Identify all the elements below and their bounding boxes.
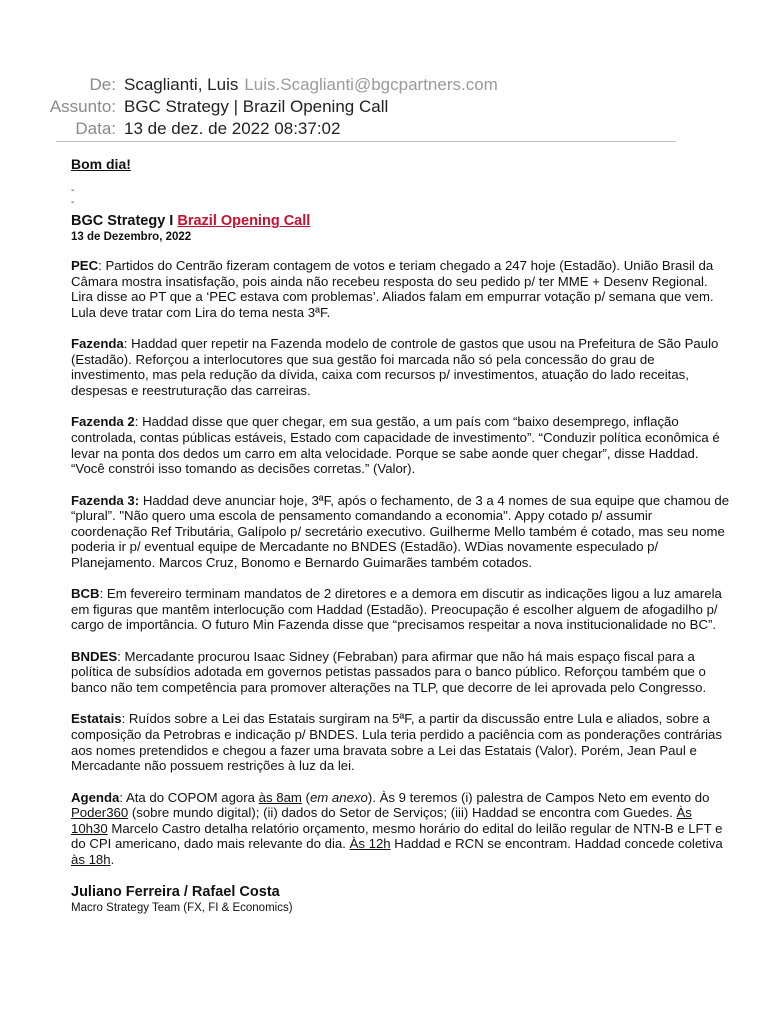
poder360-link[interactable]: Poder360 [71, 805, 129, 821]
fazenda-paragraph [71, 336, 731, 398]
from-email[interactable]: Luis.Scaglianti@bgcpartners.com [244, 75, 498, 94]
estatais-label: Estatais [71, 711, 122, 727]
attachment-note: em anexo [309, 789, 368, 805]
from-row [0, 74, 768, 96]
team-name: Macro Strategy Team (FX, FI & Economics) [71, 902, 293, 915]
agenda-text: ( [301, 789, 310, 805]
email-header [0, 74, 768, 140]
fazenda2-text: : Haddad disse que quer chegar, em sua gestão, a um país com “baixo desemprego, inflação controlada, contas públicas estáveis, Estado com capacidade de investimento”. “Conduzir política econômica é levar na ponta dos dedos um carro em alta velocidade. Porque se sabe aonde quer chegar”, disse Haddad. “Você constrói isso tomando as decisões corretas.” (Valor). [71, 414, 720, 477]
time-link-18h[interactable]: às 18h [71, 851, 111, 867]
time-link-8am[interactable]: às 8am [258, 789, 302, 805]
agenda-text: Haddad e RCN se encontram. Haddad concede coletiva [390, 836, 723, 852]
agenda-paragraph [71, 790, 731, 868]
bcb-text: : Em fevereiro terminam mandatos de 2 diretores e a demora em discutir as indicações ligou a luz amarela em figuras que mantêm interlocução com Haddad (Estadão). Preocupação é escolher alguem de afogadilho p/ cargo de importância. O futuro Min Fazenda disse que “precisamos respeitar a nova institucionalidade no BC”. [71, 586, 722, 633]
time-link-12h[interactable]: Às 12h [349, 836, 391, 852]
estatais-paragraph [71, 711, 731, 773]
from-name: Scaglianti, Luis [124, 75, 239, 94]
title-link[interactable]: Brazil Opening Call [177, 213, 311, 229]
time-link-10h30[interactable]: Às 10h30 [71, 805, 692, 836]
agenda-text: Marcelo Castro detalha relatório orçamento, mesmo horário do edital do leilão regular de NTN-B e LFT e do CPI americano, dado mais relevante do dia. [71, 820, 723, 852]
subject-row [0, 96, 768, 118]
fazenda3-label: Fazenda 3: [71, 492, 140, 508]
header-divider [56, 141, 676, 142]
bcb-label: BCB [71, 586, 100, 602]
agenda-text: . [110, 851, 115, 867]
report-date: 13 de Dezembro, 2022 [71, 231, 192, 243]
from-label: De: [89, 75, 116, 94]
title-prefix: BGC Strategy I [71, 213, 178, 229]
bcb-paragraph [71, 586, 731, 633]
pec-label: PEC [71, 258, 99, 273]
pec-text: : Partidos do Centrão fizeram contagem de votos e teriam chegado a 247 hoje (Estadão). União Brasil da Câmara mostra insatisfação, pois ainda não recebeu resposta do seu pedido p/ ter MME + Desenv Regional. Lira disse ao PT que a ‘PEC estava com problemas’. Aliados falam em empurrar votação p/ semana que vem. Lula deve tratar com Lira do tema nesta 3ªF. [71, 258, 714, 320]
bndes-label: BNDES [71, 648, 118, 664]
bndes-paragraph [71, 649, 731, 696]
fazenda-text: : Haddad quer repetir na Fazenda modelo de controle de gastos que usou na Prefeitura de São Paulo (Estadão). Reforçou a interlocutores que sua gestão foi marcada não só pela concessão do grau de investimento, mas pela redução da dívida, caixa com recursos p/ investimentos, atuação do lado receitas, despesas e reestruturação das carreiras. [71, 336, 719, 398]
agenda-text: ). Às 9 teremos (i) palestra de Campos Neto em evento do [367, 789, 710, 805]
pec-paragraph [71, 258, 731, 320]
date-value: 13 de dez. de 2022 08:37:02 [124, 119, 341, 138]
fazenda2-label: Fazenda 2 [71, 414, 135, 430]
report-title [71, 212, 731, 230]
agenda-label: Agenda [71, 789, 120, 805]
date-label: Data: [75, 119, 116, 138]
dash-line-1: - [71, 185, 75, 196]
fazenda3-paragraph [71, 493, 731, 571]
fazenda-label: Fazenda [71, 336, 124, 352]
dash-line-2: - [71, 197, 75, 208]
subject-value: BGC Strategy | Brazil Opening Call [124, 97, 389, 116]
greeting: Bom dia! [71, 156, 131, 172]
fazenda3-text: Haddad deve anunciar hoje, 3ªF, após o fechamento, de 3 a 4 nomes de sua equipe que chamou de “plural”. "Não quero uma escola de pensamento comandando a economia". Appy cotado p/ assumir coordenação Ref Tributária, Galípolo p/ secretário executivo. Guilherme Mello também é cotado, mas seu nome poderia ir p/ eventual equipe de Mercadante no BNDES (Estadão). WDias novamente especulado p/ Planejamento. Marcos Cruz, Bonomo e Bernardo Guimarães também cotados. [71, 492, 730, 570]
email-body [71, 155, 731, 915]
agenda-text: (sobre mundo digital); (ii) dados do Setor de Serviços; (iii) Haddad se encontra com Guedes. [128, 805, 677, 821]
signature-names: Juliano Ferreira / Rafael Costa [71, 884, 280, 901]
estatais-text: : Ruídos sobre a Lei das Estatais surgiram na 5ªF, a partir da discussão entre Lula e aliados, sobre a composição da Petrobras e indicação p/ BNDES. Lula teria perdido a paciência com as ponderações contrárias aos nomes pretendidos e chegou a fazer uma bravata sobre a Lei das Estatais (Valor). Porém, Jean Paul e Mercadante não possuem restrições à luz da lei. [71, 711, 722, 774]
fazenda2-paragraph [71, 414, 731, 476]
date-row [0, 118, 768, 140]
agenda-text: : Ata do COPOM agora [119, 789, 259, 805]
bndes-text: : Mercadante procurou Isaac Sidney (Febraban) para afirmar que não há mais espaço fiscal para a política de subsídios adotada em governos petistas passados para o banco público. Reforçou também que o banco não tem competência para promover alterações na TLP, que decorre de lei aprovada pelo Congresso. [71, 648, 707, 696]
subject-label: Assunto: [49, 97, 116, 116]
